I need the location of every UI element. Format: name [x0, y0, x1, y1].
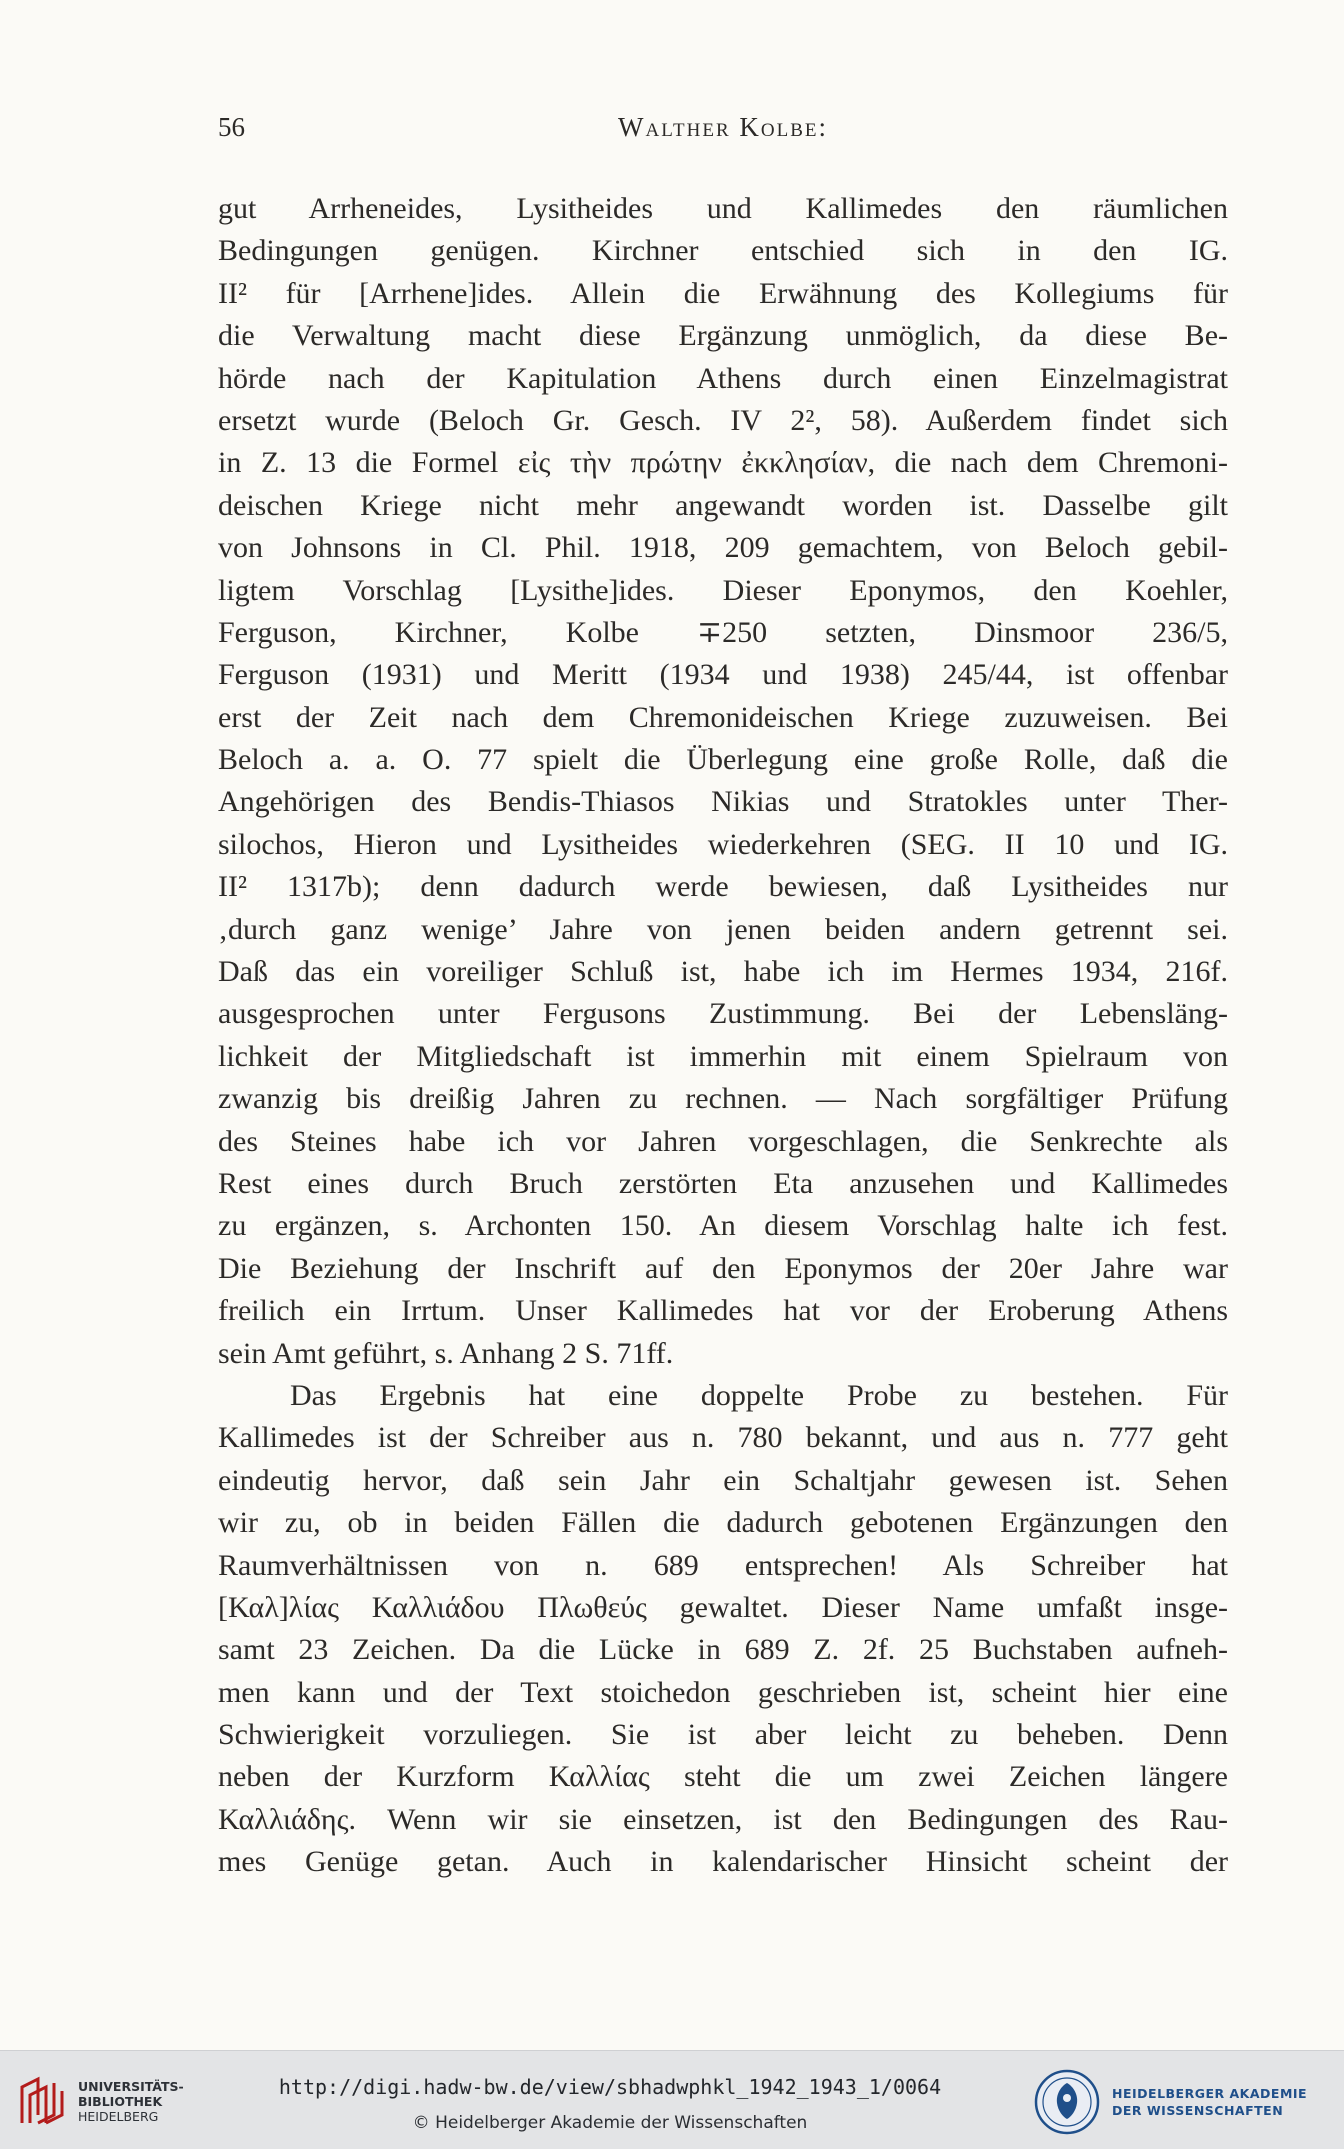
- text-line: Angehörigen des Bendis-Thiasos Nikias und Stratokles unter Ther-: [218, 785, 1228, 819]
- text-line: lichkeit der Mitgliedschaft ist immerhin mit einem Spielraum von: [218, 1039, 1228, 1073]
- text-line: ‚durch ganz wenige’ Jahre von jenen beiden andern getrennt sei.: [218, 912, 1228, 946]
- text-line: ausgesprochen unter Fergusons Zustimmung. Bei der Lebensläng-: [218, 997, 1228, 1031]
- text-line: gut Arrheneides, Lysitheides und Kallimedes den räumlichen: [218, 192, 1228, 225]
- text-line: eindeutig hervor, daß sein Jahr ein Schaltjahr gewesen ist. Sehen: [218, 1463, 1228, 1497]
- text-line: hörde nach der Kapitulation Athens durch einen Einzelmagistrat: [218, 361, 1228, 395]
- text-line: Beloch a. a. O. 77 spielt die Überlegung eine große Rolle, daß die: [218, 743, 1228, 777]
- text-line: zu ergänzen, s. Archonten 150. An diesem Vorschlag halte ich fest.: [218, 1209, 1228, 1243]
- text-line-paragraph-end: sein Amt geführt, s. Anhang 2 S. 71ff.: [218, 1336, 674, 1370]
- text-line: in Z. 13 die Formel εἰς τὴν πρώτην ἐκκλησίαν, die nach dem Chremoni-: [218, 446, 1228, 480]
- running-title: Walther Kolbe:: [617, 112, 829, 142]
- text-line: wir zu, ob in beiden Fällen die dadurch gebotenen Ergänzungen den: [218, 1506, 1228, 1540]
- text-line: Ferguson, Kirchner, Kolbe ∓250 setzten, Dinsmoor 236/5,: [218, 615, 1228, 649]
- text-line: silochos, Hieron und Lysitheides wiederkehren (SEG. II 10 und IG.: [218, 827, 1228, 861]
- running-head: [218, 112, 1228, 152]
- text-line: erst der Zeit nach dem Chremonideischen Kriege zuzuweisen. Bei: [218, 700, 1228, 734]
- copyright-notice: © Heidelberger Akademie der Wissenschaften: [412, 2113, 808, 2133]
- text-line: samt 23 Zeichen. Da die Lücke in 689 Z. 2f. 25 Buchstaben aufneh-: [218, 1633, 1228, 1667]
- text-line: Schwierigkeit vorzuliegen. Sie ist aber leicht zu beheben. Denn: [218, 1718, 1228, 1752]
- text-line: II² 1317b); denn dadurch werde bewiesen, daß Lysitheides nur: [218, 870, 1228, 904]
- academy-name: [1112, 2085, 1307, 2119]
- academy-seal-icon: [1034, 2069, 1100, 2135]
- text-line: Rest eines durch Bruch zerstörten Eta anzusehen und Kallimedes: [218, 1166, 1228, 1200]
- text-line: Kallimedes ist der Schreiber aus n. 780 bekannt, und aus n. 777 geht: [218, 1421, 1228, 1455]
- library-line: HEIDELBERG: [78, 2109, 159, 2124]
- text-line: zwanzig bis dreißig Jahren zu rechnen. — Nach sorgfältiger Prüfung: [218, 1082, 1228, 1116]
- text-line: deischen Kriege nicht mehr angewandt worden ist. Dasselbe gilt: [218, 488, 1228, 522]
- text-line: von Johnsons in Cl. Phil. 1918, 209 gemachtem, von Beloch gebil-: [218, 531, 1228, 565]
- text-line: des Steines habe ich vor Jahren vorgeschlagen, die Senkrechte als: [218, 1124, 1228, 1158]
- university-library-name: [78, 2079, 184, 2124]
- text-line-paragraph-start: Das Ergebnis hat eine doppelte Probe zu bestehen. Für: [290, 1378, 1228, 1412]
- body-text: [218, 188, 1228, 1884]
- text-line: Die Beziehung der Inschrift auf den Eponymos der 20er Jahre war: [218, 1251, 1228, 1285]
- text-line: mes Genüge getan. Auch in kalendarischer Hinsicht scheint der: [218, 1845, 1228, 1879]
- text-line: II² für [Arrhene]ides. Allein die Erwähnung des Kollegiums für: [218, 276, 1228, 310]
- text-line: Ferguson (1931) und Meritt (1934 und 1938) 245/44, ist offenbar: [218, 658, 1228, 692]
- text-line: ligtem Vorschlag [Lysithe]ides. Dieser Eponymos, den Koehler,: [218, 573, 1228, 607]
- footer-bar: [0, 2050, 1344, 2149]
- text-line: [Καλ]λίας Καλλιάδου Πλωθεύς gewaltet. Dieser Name umfaßt insge-: [218, 1590, 1228, 1624]
- text-line: freilich ein Irrtum. Unser Kallimedes hat vor der Eroberung Athens: [218, 1294, 1228, 1328]
- text-line: Raumverhältnissen von n. 689 entsprechen! Als Schreiber hat: [218, 1548, 1228, 1582]
- page-number: 56: [218, 112, 245, 142]
- text-line: Bedingungen genügen. Kirchner entschied sich in den IG.: [218, 234, 1228, 268]
- text-line: neben der Kurzform Καλλίας steht die um zwei Zeichen längere: [218, 1760, 1228, 1794]
- source-url-link[interactable]: http://digi.hadw-bw.de/view/sbhadwphkl_1942_1943_1/0064: [278, 2075, 942, 2099]
- library-line: UNIVERSITÄTS-: [78, 2079, 184, 2094]
- text-line: die Verwaltung macht diese Ergänzung unmöglich, da diese Be-: [218, 319, 1228, 353]
- university-library-logo-icon: [16, 2073, 72, 2129]
- text-line: men kann und der Text stoichedon geschrieben ist, scheint hier eine: [218, 1675, 1228, 1709]
- text-line: ersetzt wurde (Beloch Gr. Gesch. IV 2², 58). Außerdem findet sich: [218, 403, 1228, 437]
- academy-line: DER WISSENSCHAFTEN: [1112, 2103, 1284, 2118]
- academy-line: HEIDELBERGER AKADEMIE: [1112, 2086, 1308, 2101]
- text-line: Καλλιάδης. Wenn wir sie einsetzen, ist den Bedingungen des Rau-: [218, 1802, 1228, 1836]
- text-line: Daß das ein voreiliger Schluß ist, habe ich im Hermes 1934, 216f.: [218, 955, 1228, 989]
- library-line: BIBLIOTHEK: [78, 2094, 163, 2109]
